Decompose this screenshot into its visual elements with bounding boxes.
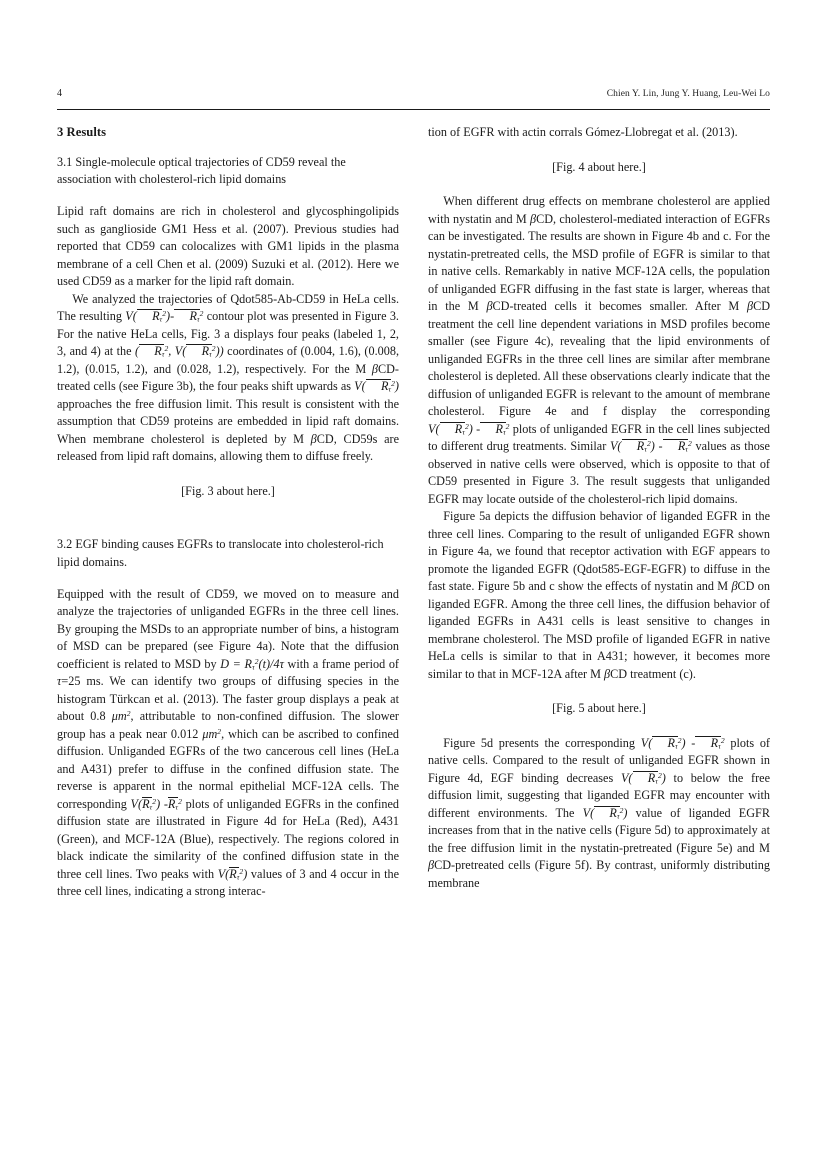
para-frag: contour plot was presented in Figure 3. For the native HeLa cells, Fig. 3 a displays four peaks (labeled 1, 2, 3, and 4) at the	[57, 309, 399, 359]
running-head	[57, 88, 770, 99]
math-v-r: V( $R_\tau^2$)	[620, 770, 666, 786]
para-frag: with a frame period of	[283, 656, 400, 671]
math-beta: β	[310, 431, 317, 446]
para-frag: plots of unliganded EGFR in the cell lines subjected to different drug treatments. Similar	[428, 421, 770, 453]
right-column	[428, 124, 770, 1094]
two-column-body	[57, 124, 770, 1094]
math-diffusion-equation: $D = R_\tau^2(t)/4\tau$	[220, 656, 284, 672]
math-beta: β	[604, 666, 611, 681]
math-coords-pair: ( $R_\tau^2$, V( $R_\tau^2$))	[134, 344, 224, 359]
para-frag: CD on liganded EGFR. Among the three cell lines, the diffusion behavior of liganded EGFRs in A431 cells is least sensitive to changes in membrane cholesterol. The MSD profile of liganded EGFR in native HeLa cells is similar to that in A431; however, it becomes more similar to that in MCF-12A after M	[428, 579, 770, 681]
paragraph-drug-effects	[428, 193, 770, 508]
para-frag: CD-pretreated cells (Figure 5f). By contrast, uniformly distributing membrane	[428, 858, 770, 890]
subsection-heading-3-1: 3.1 Single-molecule optical trajectories of CD59 reveal the association with cholesterol-rich lipid domains	[57, 154, 346, 186]
para-frag: Equipped with the result of CD59, we moved on to measure and analyze the trajectories of unliganded EGFRs in the three cell lines. By grouping the MSDs to an appropriate number of bins, a histogram of MSD can be prepared (see Figure 4a). Note that the diffusion coefficient is related to MSD by	[57, 586, 399, 671]
para-frag: =25 ms. We can identify two groups of diffusing species in the histogram Türkcan et al. (2013). The faster group displays a peak at about 0.8	[57, 674, 399, 724]
para-frag: coordinates of (0.004, 1.6), (0.008, 1.2), (0.015, 1.2), and (0.028, 1.2), respectively. For the M	[57, 344, 400, 376]
para-frag: values of 3 and 4 occur in the three cell lines, indicating a strong interac-	[57, 866, 399, 899]
math-v-minus-r: V( $R_\tau^2) - R_\tau^2$	[609, 439, 692, 454]
figure-cue-5: [Fig. 5 about here.]	[552, 701, 646, 715]
para-frag: plots of native cells. Compared to the result of unliganded EGFR shown in Figure 4d, EGF binding decreases	[428, 735, 770, 785]
para-frag: Figure 5d presents the corresponding	[443, 735, 641, 750]
math-v-minus-r: $V(R_\tau^2)$ $-R_\tau^2$	[130, 796, 182, 812]
math-v-r: V( $R_\tau^2$)	[582, 805, 628, 821]
math-micron-squared: $\mu m^2$	[202, 726, 222, 741]
para-frag: When different drug effects on membrane cholesterol are applied with nystatin and M	[428, 194, 770, 226]
para-frag: values as those observed in native cells were observed, which is opposite to that of CD59 presented in Figure 3. The result suggests that unliganded EGFR may locate outside of the cholesterol-rich lipid domains.	[428, 439, 770, 506]
para-frag: Figure 5a depicts the diffusion behavior of liganded EGFR in the three cell lines. Comparing to the result of unliganded EGFR shown in Figure 4a, we found that receptor activation with EGF appears to promote the liganded EGFR (Qdot585-EGF-EGFR) to diffuse in the fast state. Figure 5b and c show the effects of nystatin and M	[428, 509, 770, 593]
paragraph-egfr-msd	[57, 586, 399, 901]
para-frag: CD, CD59s are released from lipid raft domains, allowing them to diffuse freely.	[57, 431, 399, 464]
math-v-r: $V(R_\tau^2)$	[217, 866, 248, 882]
paragraph-figure-5d	[428, 735, 770, 893]
paragraph-actin-corrals: tion of EGFR with actin corrals Gómez-Llobregat et al. (2013).	[428, 125, 738, 139]
math-micron-squared: $\mu m^2$	[111, 709, 131, 724]
paragraph-lipid-raft: Lipid raft domains are rich in cholesterol and glycosphingolipids such as ganglioside GM1 Hess et al. (2007). Previous studies had reported that CD59 can colocalizes with GM1 lipids in the plasma membrane of a cell Chen et al. (2009) Suzuki et al. (2012). Here we used CD59 as a marker for the lipid raft domain.	[57, 204, 399, 289]
math-v-minus-r: V( $R_\tau^2)-$ $R_\tau^2$	[125, 309, 204, 324]
math-beta: β	[486, 299, 493, 313]
math-beta: β	[746, 299, 754, 313]
math-tau: τ	[57, 674, 62, 689]
para-frag: plots of unliganded EGFRs in the confined diffusion state are illustrated in Figure 4d for HeLa (Red), A431 (Green), and MCF-12A (Blue), respectively. The regions colored in black indicate the similarity of the confined diffusion state in the three cell lines. Two peaks with	[57, 796, 399, 881]
running-head-authors: Chien Y. Lin, Jung Y. Huang, Leu-Wei Lo	[606, 89, 770, 99]
subsection-heading-3-2: 3.2 EGF binding causes EGFRs to translocate into cholesterol-rich lipid domains.	[57, 537, 384, 569]
para-frag: CD-treated cells it becomes smaller. After M	[492, 299, 747, 313]
paragraph-cd59-analysis	[57, 291, 399, 466]
para-frag: , which can be ascribed to confined diffusion. Unliganded EGFRs of the two cancerous cell lines (HeLa and A431) prefer to diffuse in the confined diffusion state. The reverse is apparent in the normal epithelial MCF-12A cells. The corresponding	[57, 726, 399, 811]
para-frag: CD treatment the cell line dependent variations in MSD profiles become smaller (see Figure 4c), revealing that the lipid environments of unliganded EGFRs in the three cell lines are similar after membrane cholesterol is depleted. All these observations clearly indicate that the diffusion of unliganded EGFR is relevant to the amount of membrane cholesterol. Figure 4e and f display the corresponding	[428, 299, 771, 418]
para-frag: approaches the free diffusion limit. This result is consistent with the assumption that CD59 proteins are embedded in lipid raft domains. When membrane cholesterol is depleted by M	[57, 396, 399, 446]
paragraph-liganded-egfr	[428, 508, 770, 683]
math-beta: β	[731, 579, 738, 593]
para-frag: , attributable to non-confined diffusion. The slower group has a peak near 0.012	[57, 709, 399, 741]
para-frag: We analyzed the trajectories of Qdot585-Ab-CD59 in HeLa cells. The resulting	[57, 291, 399, 324]
para-frag: CD, cholesterol-mediated interaction of EGFRs can be investigated. The results are shown in Figure 4b and c. For the nystatin-pretreated cells, the MSD profile of EGFR is similar to that in native cells. Remarkably in native MCF-12A cells, the population of unliganded EGFR diffusing in the fast state is larger, whereas that in the M	[428, 211, 770, 313]
math-v-minus-r: V( $R_\tau^2) - R_\tau^2$	[428, 421, 510, 437]
math-v-r: V( $R_\tau^2$)	[354, 379, 399, 394]
para-frag: CD-treated cells (see Figure 3b), the four peaks shift upwards as	[57, 361, 399, 394]
figure-cue-3: [Fig. 3 about here.]	[181, 483, 275, 498]
math-v-minus-r: V( $R_\tau^2) - R_\tau^2$	[640, 735, 725, 751]
math-beta: β	[530, 211, 537, 226]
figure-cue-4: [Fig. 4 about here.]	[552, 159, 646, 174]
header-rule	[57, 109, 770, 110]
math-beta: β	[371, 361, 378, 376]
para-frag: value of liganded EGFR increases from that in the native cells (Figure 5d) to approximately at the free diffusion limit in the nystatin-pretreated (Figure 5e) and M	[428, 805, 770, 855]
para-frag: CD treatment (c).	[610, 666, 696, 681]
math-beta: β	[428, 858, 435, 872]
para-frag: to below the free diffusion limit, suggesting that liganded EGFR may encounter with different environments. The	[428, 770, 770, 820]
section-heading-results: 3 Results	[57, 125, 107, 139]
left-column	[57, 124, 399, 1094]
page-number: 4	[57, 88, 63, 99]
